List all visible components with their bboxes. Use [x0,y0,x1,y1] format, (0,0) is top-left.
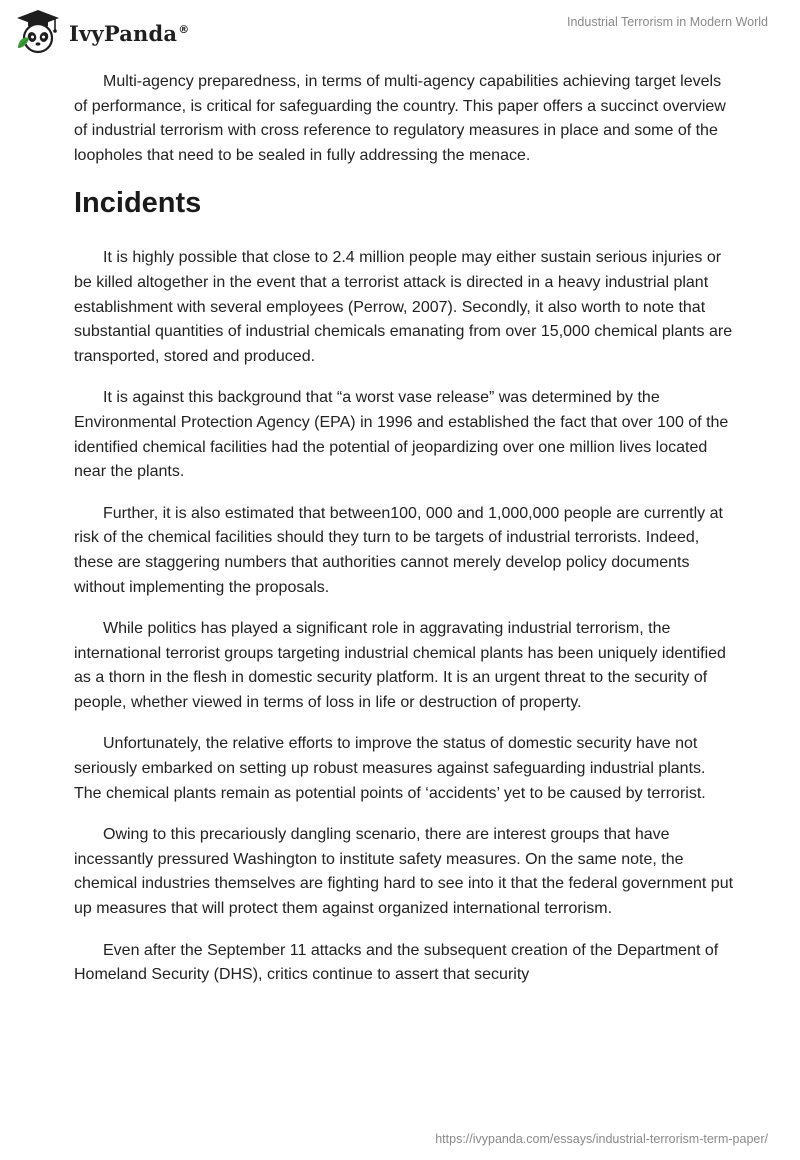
source-url-link[interactable]: https://ivypanda.com/essays/industrial-terrorism-term-paper/ [435,1132,768,1146]
brand-text: IvyPanda [69,20,178,46]
body-paragraph: Further, it is also estimated that between100, 000 and 1,000,000 people are currently at risk of the chemical facilities should they turn to be targets of industrial terrorists. Indeed, these are staggering numbers that authorities cannot merely develop policy documents without implementing the proposals. [74,504,723,596]
body-paragraph: While politics has played a significant role in aggravating industrial terrorism, the international terrorist groups targeting industrial chemical plants has been uniquely identified as a thorn in the flesh in domestic security platform. It is an urgent threat to the security of people, whether viewed in terms of loss in life or destruction of property. [74,620,726,711]
ivypanda-logo[interactable] [14,8,189,56]
body-paragraph: Unfortunately, the relative efforts to improve the status of domestic security have not seriously embarked on setting up robust measures against safeguarding industrial plants. The chemical plants remain as potential points of ‘accidents’ yet to be caused by terrorist. [74,735,706,802]
body-paragraph: It is against this background that “a worst vase release” was determined by the Environmental Protection Agency (EPA) in 1996 and established the fact that over 100 of the identified chemical facilities had the potential of jeopardizing over one million lives located near the plants. [74,389,729,481]
body-paragraph: Owing to this precariously dangling scenario, there are interest groups that have incessantly pressured Washington to institute safety measures. On the same note, the chemical industries themselves are fighting hard to see into it that the federal government put up measures that will protect them against organized international terrorism. [74,826,734,918]
body-paragraph: Even after the September 11 attacks and the subsequent creation of the Department of Homeland Security (DHS), critics continue to assert that security [74,941,719,984]
body-paragraph: It is highly possible that close to 2.4 million people may either sustain serious injuries or be killed altogether in the event that a terrorist attack is directed in a heavy industrial plant establishment with several employees (Perrow, 2007). Secondly, it also worth to note that substantial quantities of industrial chemicals emanating from over 15,000 chemical plants are transported, stored and produced. [74,249,733,365]
section-heading: Incidents [74,187,202,220]
panda-graduate-icon [14,8,62,56]
page-header [0,0,800,60]
intro-paragraph: Multi-agency preparedness, in terms of multi-agency capabilities achieving target levels of performance, is critical for safeguarding the country. This paper offers a succinct overview of industrial terrorism with cross reference to regulatory measures in place and some of the loopholes that need to be sealed in fully addressing the menace. [74,73,726,164]
article-body [74,70,734,1005]
document-title: Industrial Terrorism in Modern World [567,15,768,29]
registered-mark: ® [178,22,190,36]
brand-name [69,21,189,46]
